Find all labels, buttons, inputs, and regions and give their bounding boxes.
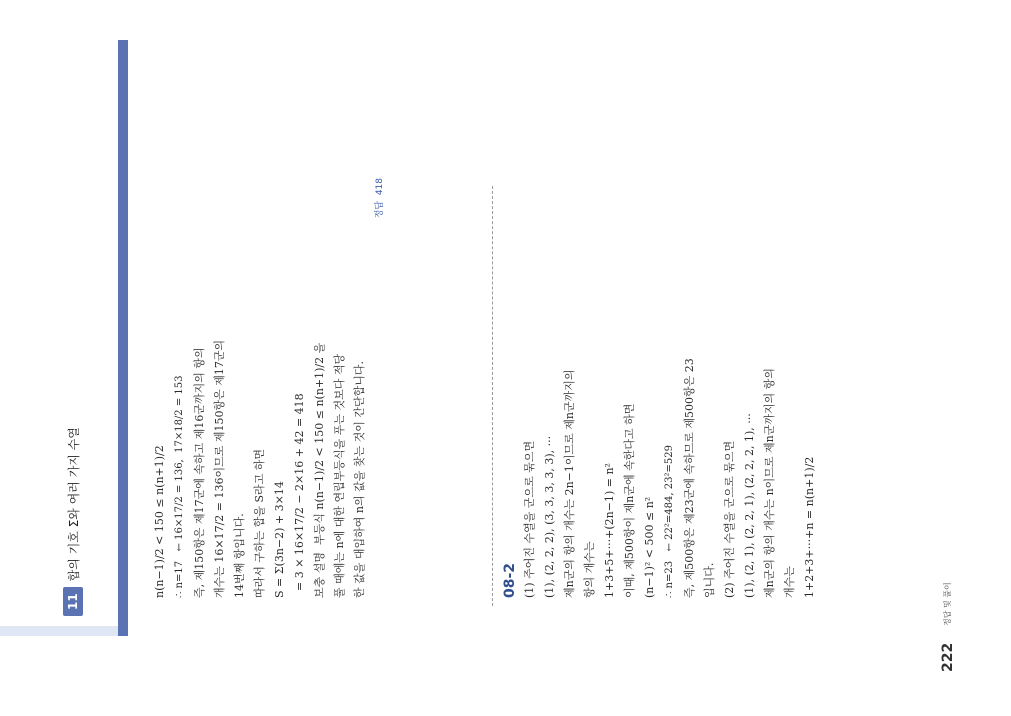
- column-2: [500, 178, 820, 598]
- text-line: 즉, 제150항은 제17군에 속하고 제16군까지의 항의: [193, 347, 206, 598]
- text-line: 따라서 구하는 합을 S라고 하면: [253, 448, 266, 598]
- text-line: 1+2+3+···+n = n(n+1)/2: [803, 456, 816, 598]
- text-line: 즉, 제500항은 제23군에 속하므로 제500항은 23: [683, 358, 696, 598]
- page-label: 정답 및 풀이: [943, 582, 952, 626]
- text-line: 개수는 16×17/2 = 136이므로 제150항은 제17군의: [213, 339, 226, 598]
- column-divider: [492, 186, 493, 606]
- text-line: (n−1)² < 500 ≤ n²: [643, 496, 656, 598]
- page-number: 222: [940, 642, 956, 672]
- text-line: 한 값을 대입하여 n의 값을 찾는 것이 간단합니다.: [353, 361, 366, 598]
- text-line: 입니다.: [703, 562, 716, 598]
- text-line: ∴ n=23 ← 22²=484, 23²=529: [664, 445, 675, 598]
- text-line: 제n군의 항의 개수는 n이므로 제n군까지의 항의: [763, 367, 776, 598]
- chapter-header: [60, 427, 86, 616]
- text-line: (2) 주어진 수열을 군으로 묶으면: [723, 440, 736, 598]
- section-title: 08-2: [502, 562, 518, 598]
- text-line: 제n군의 항의 개수는 2n−1이므로 제n군까지의: [563, 369, 576, 598]
- header-band-light: [0, 626, 118, 636]
- text-line: (1), (2, 2, 2), (3, 3, 3, 3, 3), ···: [543, 435, 556, 598]
- text-line: n(n−1)/2 < 150 ≤ n(n+1)/2: [153, 445, 166, 598]
- chapter-title: 합의 기호 Σ와 여러 가지 수열: [66, 427, 81, 582]
- text-line: 1+3+5+···+(2n−1) = n²: [603, 463, 616, 598]
- text-line: 항의 개수는: [583, 541, 596, 598]
- column-1: [150, 178, 390, 598]
- header-band: [118, 40, 128, 636]
- text-line: = 3 × 16×17/2 − 2×16 + 42 = 418: [293, 393, 306, 598]
- answer-line: 정답 418: [375, 178, 385, 219]
- text-line: 개수는: [783, 566, 796, 598]
- text-line: 풀 때에는 n에 대한 연립부등식을 푸는 것보다 적당: [333, 353, 346, 598]
- text-line: ∴ n=17 ← 16×17/2 = 136, 17×18/2 = 153: [174, 375, 185, 598]
- text-line: (1), (2, 1), (2, 2, 1), (2, 2, 2, 1), ···: [743, 413, 756, 598]
- text-line: 이때, 제500항이 제n군에 속한다고 하면: [623, 403, 636, 598]
- text-line: S = Σ(3n−2) + 3×14: [273, 481, 286, 598]
- chapter-number: 11: [63, 587, 83, 616]
- text-line: 보충 설명 부등식 n(n−1)/2 < 150 ≤ n(n+1)/2 을: [313, 342, 326, 598]
- text-line: 14번째 항입니다.: [233, 513, 246, 598]
- text-line: (1) 주어진 수열을 군으로 묶으면: [523, 440, 536, 598]
